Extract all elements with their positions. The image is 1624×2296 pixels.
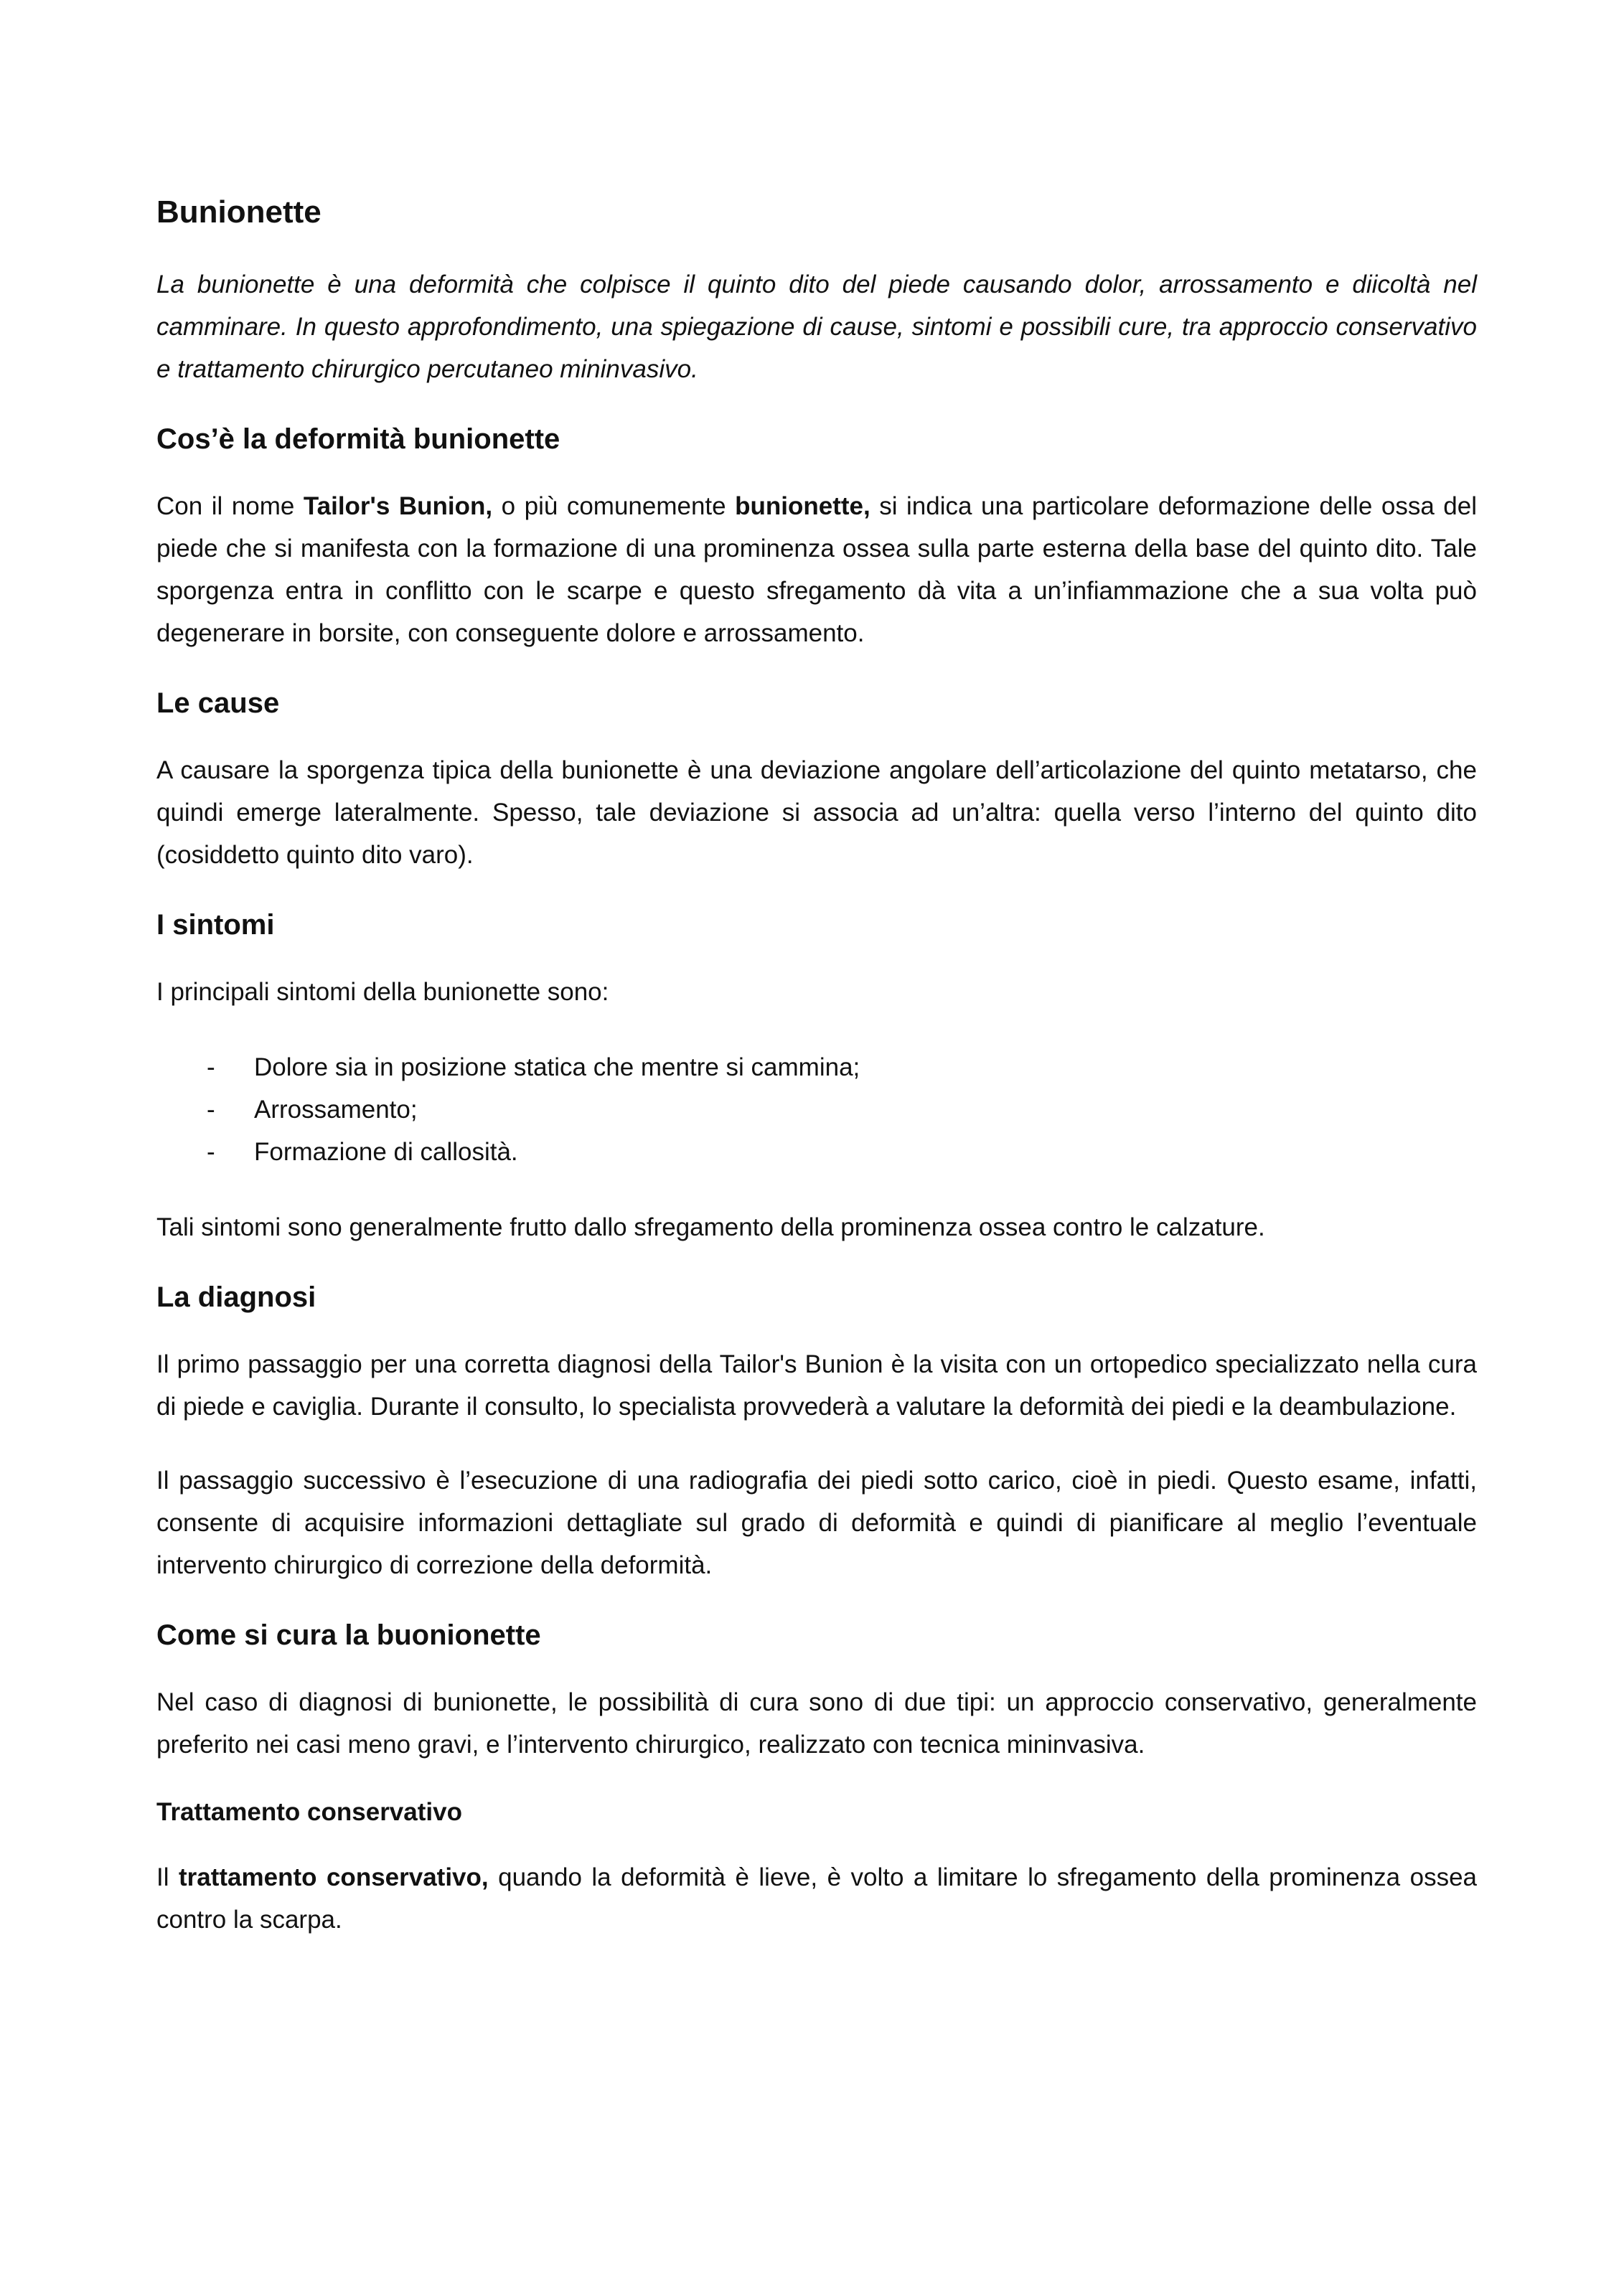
conservative-treatment-paragraph <box>156 1856 1477 1941</box>
treatment-paragraph: Nel caso di diagnosi di bunionette, le possibilità di cura sono di due tipi: un approccio conservativo, generalmente preferito nei casi meno gravi, e l’intervento chirurgico, realizzato con tecnica mininvasiva. <box>156 1688 1477 1759</box>
heading-diagnosis: La diagnosi <box>156 1281 316 1313</box>
text-run: quando la deformità è lieve, è volto a limitare lo sfregamento della prominenza ossea contro la scarpa. <box>156 1863 1477 1934</box>
diagnosis-paragraph-1: Il primo passaggio per una corretta diagnosi della Tailor's Bunion è la visita con un ortopedico specializzato nella cura di piede e caviglia. Durante il consulto, lo specialista provvederà a valutare la deformità dei piedi e la deambulazione. <box>156 1350 1477 1421</box>
heading-causes: Le cause <box>156 687 280 719</box>
symptoms-summary-paragraph: Tali sintomi sono generalmente frutto dallo sfregamento della prominenza ossea contro le calzature. <box>156 1213 1265 1241</box>
text-run: Con il nome <box>156 491 304 520</box>
list-dash: - <box>207 1053 215 1081</box>
heading-definition: Cos’è la deformità bunionette <box>156 423 560 455</box>
heading-symptoms: I sintomi <box>156 908 275 941</box>
list-dash: - <box>207 1137 215 1166</box>
text-run: o più comunemente <box>492 491 736 520</box>
list-dash: - <box>207 1095 215 1124</box>
document-page <box>156 194 1477 1972</box>
text-run: si indica una particolare deformazione delle ossa del piede che si manifesta con la formazione di una prominenza ossea sulla parte esterna della base del quinto dito. Tale sporgenza entra in conflitto con le scarpe e questo sfregamento dà vita a un’infiammazione che a sua volta può degenerare in borsite, con conseguente dolore e arrossamento. <box>156 491 1478 647</box>
list-item <box>156 1046 1477 1088</box>
list-item <box>156 1088 1477 1131</box>
symptoms-intro-paragraph: I principali sintomi della bunionette sono: <box>156 977 609 1006</box>
list-item-text: Arrossamento; <box>254 1095 418 1124</box>
bold-term-conservative-treatment: trattamento conservativo, <box>178 1863 489 1891</box>
subheading-conservative-treatment: Trattamento conservativo <box>156 1797 462 1826</box>
bold-term-bunionette: bunionette, <box>735 491 870 520</box>
symptoms-list <box>156 1046 1477 1173</box>
causes-paragraph: A causare la sporgenza tipica della bunionette è una deviazione angolare dell’articolazione del quinto metatarso, che quindi emerge lateralmente. Spesso, tale deviazione si associa ad un’altra: quella verso l’interno del quinto dito (cosiddetto quinto dito varo). <box>156 756 1477 869</box>
list-item-text: Formazione di callosità. <box>254 1137 518 1166</box>
diagnosis-paragraph-2: Il passaggio successivo è l’esecuzione di una radiografia dei piedi sotto carico, cioè in piedi. Questo esame, infatti, consente di acquisire informazioni dettagliate sul grado di deformità e quindi di pianificare al meglio l’eventuale intervento chirurgico di correzione della deformità. <box>156 1466 1477 1579</box>
definition-paragraph <box>156 485 1477 654</box>
heading-treatment: Come si cura la buonionette <box>156 1619 541 1651</box>
list-item-text: Dolore sia in posizione statica che mentre si cammina; <box>254 1053 860 1081</box>
document-title: Bunionette <box>156 194 321 230</box>
list-item <box>156 1131 1477 1173</box>
text-run: Il <box>156 1863 179 1891</box>
bold-term-tailors-bunion: Tailor's Bunion, <box>303 491 493 520</box>
intro-paragraph: La bunionette è una deformità che colpisce il quinto dito del piede causando dolor, arrossamento e diicoltà nel camminare. In questo approfondimento, una spiegazione di cause, sintomi e possibili cure, tra approccio conservativo e trattamento chirurgico percutaneo mininvasivo. <box>156 270 1477 383</box>
